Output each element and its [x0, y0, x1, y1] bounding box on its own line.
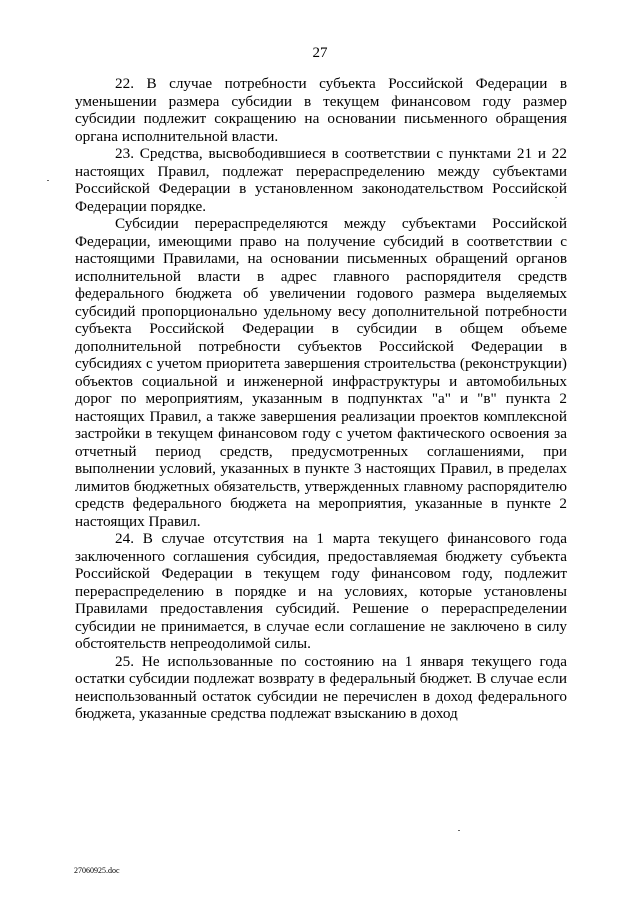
footer-file-code: 27060925.doc — [74, 866, 120, 875]
paragraph-23: 23. Средства, высвободившиеся в соответствии с пунктами 21 и 22 настоящих Правил, подлежат перераспределению между субъектами Российской Федерации в установленном законодательством Российской Федерации порядке. — [75, 145, 567, 215]
paragraph-redistribution: Субсидии перераспределяются между субъектами Российской Федерации, имеющими право на получение субсидий в соответствии с настоящими Правилами, на основании письменных обращений органов исполнительной власти в адрес главного распорядителя средств федерального бюджета об увеличении годового размера выделяемых субсидий пропорционально удельному весу дополнительной потребности субъекта Российской Федерации в субсидии в общем объеме дополнительной потребности субъектов Российской Федерации в субсидиях с учетом приоритета завершения строительства (реконструкции) объектов социальной и инженерной инфраструктуры и автомобильных дорог по мероприятиям, указанным в подпунктах "а" и "в" пункта 2 настоящих Правил, а также завершения реализации проектов комплексной застройки в текущем финансовом году с учетом фактического освоения за отчетный период средств, предусмотренных соглашениями, при выполнении условий, указанных в пункте 3 настоящих Правил, в пределах лимитов бюджетных обязательств, утвержденных главному распорядителю средств федерального бюджета на мероприятия, указанные в пункте 2 настоящих Правил. — [75, 215, 567, 530]
page-number: 27 — [312, 45, 328, 61]
paragraph-25: 25. Не использованные по состоянию на 1 января текущего года остатки субсидии подлежат возврату в федеральный бюджет. В случае если неиспользованный остаток субсидии не перечислен в доход федерального бюджета, указанные средства подлежат взысканию в доход — [75, 652, 567, 722]
scan-speck — [458, 830, 460, 831]
paragraph-24: 24. В случае отсутствия на 1 марта текущего финансового года заключенного соглашения субсидия, предоставляемая бюджету субъекта Российской Федерации в текущем году финансовом году, подлежит перераспределению в порядке и на условиях, которые установлены Правилами предоставления субсидий. Решение о перераспределении субсидии не принимается, в случае если соглашение не заключено в силу обстоятельств непреодолимой силы. — [75, 530, 567, 652]
scan-speck — [47, 180, 49, 181]
paragraph-22: 22. В случае потребности субъекта Российской Федерации в уменьшении размера субсидии в текущем финансовом году размер субсидии подлежит сокращению на основании письменного обращения органа исполнительной власти. — [75, 75, 567, 145]
scan-speck — [555, 197, 557, 198]
document-body — [75, 75, 567, 723]
